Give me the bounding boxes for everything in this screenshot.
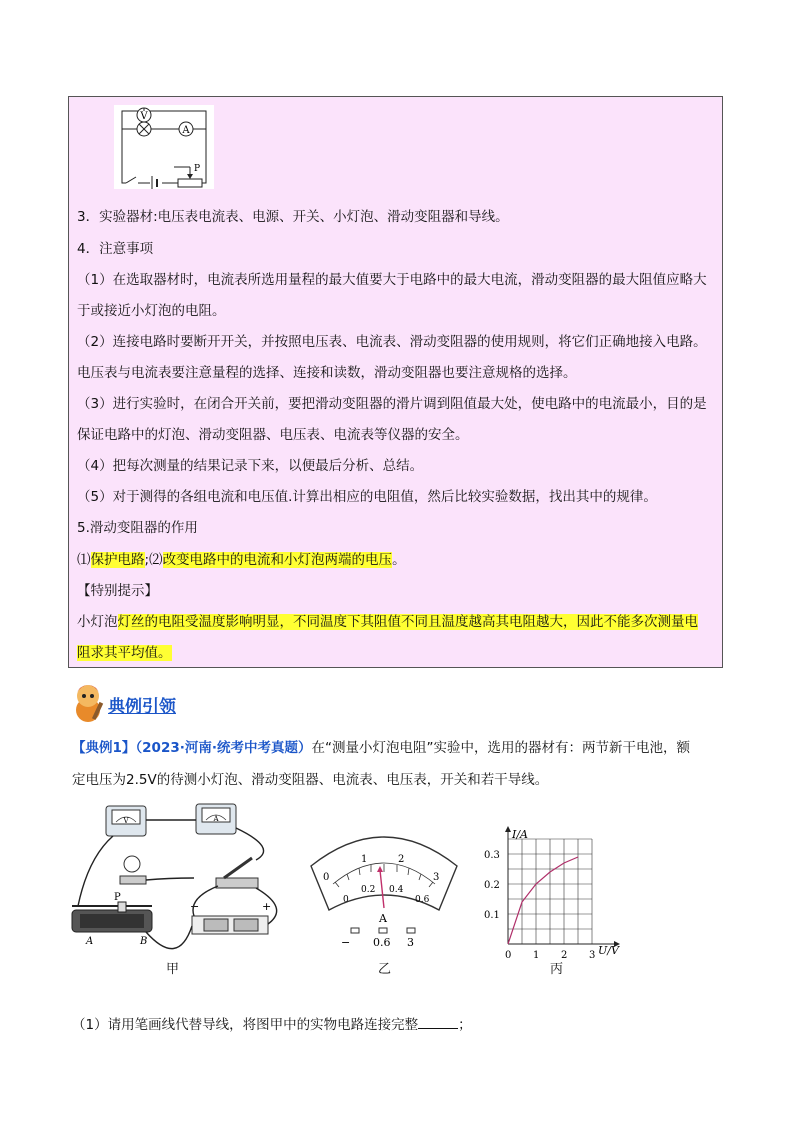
outer-tick-0: 0 (323, 872, 330, 883)
example-tag: 【典例1】 (72, 740, 136, 756)
ammeter-label: A (182, 125, 190, 136)
x-tick-label: 0 (505, 950, 512, 960)
text-line: 3．实验器材:电压表电流表、电源、开关、小灯泡、滑动变阻器和导线。 (77, 209, 509, 225)
circuit-diagram (114, 105, 214, 189)
inner-tick-0.2: 0.2 (361, 885, 376, 895)
outer-tick-1: 1 (361, 854, 368, 865)
highlight-text: 改变电路中的电流和小灯泡两端的电压 (162, 552, 393, 568)
x-tick-label: 1 (533, 950, 540, 960)
rheostat-p-label: P (114, 892, 121, 903)
iu-curve (508, 857, 578, 944)
figure-jia-caption: 甲 (166, 962, 180, 977)
terminal-minus: − (341, 936, 351, 949)
text-line (77, 550, 406, 570)
text-line: 4．注意事项 (77, 241, 154, 257)
figure-yi-ammeter (303, 822, 465, 952)
text-line: （2）连接电路时要断开开关，并按照电压表、电流表、滑动变阻器的使用规则，将它们正确地接入电路。 (77, 334, 707, 350)
text-line: 【特别提示】 (77, 583, 158, 599)
example-text: 在“测量小灯泡电阻”实验中，选用的器材有：两节新干电池，额 (311, 740, 690, 756)
figure-bing-chart (478, 826, 638, 960)
inner-tick-0: 0 (343, 895, 349, 905)
text-line (77, 643, 172, 663)
battery-minus-label: − (190, 900, 200, 913)
x-tick-label: 3 (589, 950, 596, 960)
highlight-text: 灯丝的电阻受温度影响明显，不同温度下其阻值不同且温度越高其电阻越大，因此不能多次测量电 (117, 614, 698, 630)
text-line: （3）进行实验时，在闭合开关前，要把滑动变阻器的滑片调到阻值最大处，使电路中的电流最小，目的是 (77, 396, 707, 412)
text-fragment: 小灯泡 (77, 614, 118, 630)
slider-label: P (194, 164, 201, 174)
y-axis-label: I/A (512, 828, 528, 841)
outer-tick-2: 2 (398, 854, 405, 865)
text-line: 保证电路中的灯泡、滑动变阻器、电压表、电流表等仪器的安全。 (77, 427, 469, 443)
terminal-3: 3 (407, 936, 414, 949)
example-source: （2023·河南·统考中考真题） (135, 740, 312, 756)
text-line (77, 612, 698, 632)
text-fragment: 。 (392, 552, 406, 568)
inner-tick-0.6: 0.6 (415, 895, 430, 905)
text-line: （4）把每次测量的结果记录下来，以便最后分析、总结。 (77, 458, 424, 474)
example-line (72, 738, 690, 758)
figure-yi-caption: 乙 (378, 962, 392, 977)
text-line: 5.滑动变阻器的作用 (77, 520, 198, 536)
text-fragment: ;⑵ (144, 552, 163, 568)
inner-tick-0.4: 0.4 (389, 885, 404, 895)
battery-plus-label: + (262, 900, 272, 913)
voltmeter-label: V (123, 817, 129, 825)
answer-blank[interactable] (418, 1016, 458, 1029)
section-title: 典例引领 (108, 697, 176, 717)
y-tick-label: 0.2 (484, 880, 500, 891)
x-axis-label: U/V (598, 944, 619, 957)
text-fragment: ⑴ (77, 552, 91, 568)
text-line: 于或接近小灯泡的电阻。 (77, 303, 226, 319)
rheostat-b-label: B (140, 936, 148, 947)
outer-tick-3: 3 (433, 872, 440, 883)
dial-unit: A (379, 912, 387, 925)
voltmeter-label: V (140, 111, 148, 122)
y-tick-label: 0.1 (484, 910, 500, 921)
text-line: （5）对于测得的各组电流和电压值.计算出相应的电阻值，然后比较实验数据，找出其中的规律。 (77, 489, 657, 505)
text-line: （1）在选取器材时，电流表所选用量程的最大值要大于电路中的最大电流，滑动变阻器的最大阻值应略大 (77, 272, 707, 288)
figure-jia-circuit (68, 798, 290, 978)
text-line: 电压表与电流表要注意量程的选择、连接和读数，滑动变阻器也要注意规格的选择。 (77, 365, 577, 381)
y-tick-label: 0.3 (484, 850, 500, 861)
question-end: ； (458, 1017, 472, 1033)
rheostat-a-label: A (86, 936, 94, 947)
notes-box (68, 96, 723, 668)
terminal-0.6: 0.6 (373, 936, 391, 949)
highlight-text: 阻求其平均值。 (77, 645, 172, 661)
figure-bing-caption: 丙 (550, 962, 564, 977)
example-line: 定电压为2.5V的待测小灯泡、滑动变阻器、电流表、电压表，开关和若干导线。 (72, 772, 549, 788)
y-axis-arrow (505, 826, 511, 832)
question-text: （1）请用笔画线代替导线，将图甲中的实物电路连接完整 (72, 1017, 419, 1033)
highlight-text: 保护电路 (90, 552, 145, 568)
mascot-icon (70, 680, 106, 724)
ammeter-label: A (213, 815, 219, 823)
x-tick-label: 2 (561, 950, 568, 960)
question-1 (72, 1015, 472, 1035)
